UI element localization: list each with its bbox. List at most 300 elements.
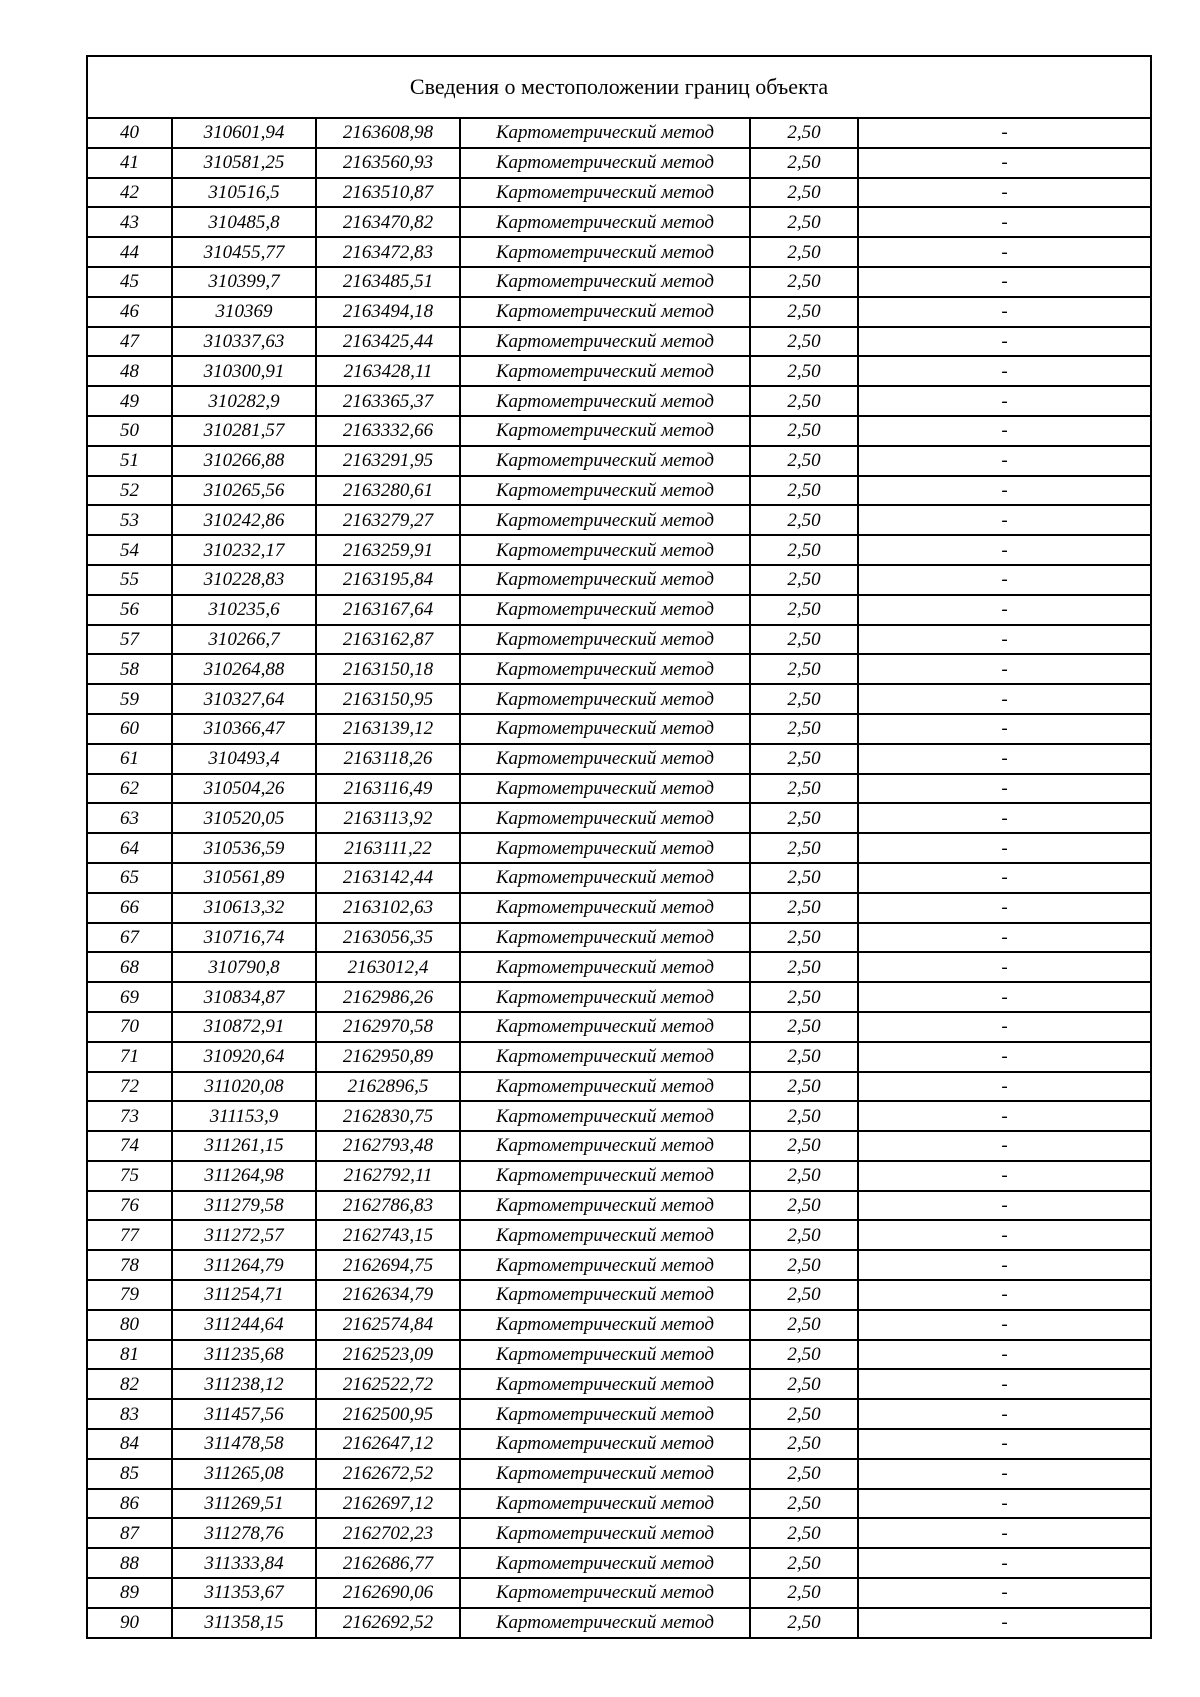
description-cell: - — [858, 1429, 1151, 1459]
description-cell: - — [858, 267, 1151, 297]
description-cell: - — [858, 952, 1151, 982]
point-number-cell: 87 — [87, 1518, 172, 1548]
point-number-cell: 63 — [87, 803, 172, 833]
table-row — [87, 1578, 1151, 1608]
table-row — [87, 1459, 1151, 1489]
method-cell: Картометрический метод — [460, 1012, 750, 1042]
precision-cell: 2,50 — [750, 237, 858, 267]
method-cell: Картометрический метод — [460, 952, 750, 982]
precision-cell: 2,50 — [750, 744, 858, 774]
method-cell: Картометрический метод — [460, 625, 750, 655]
point-number-cell: 68 — [87, 952, 172, 982]
precision-cell: 2,50 — [750, 327, 858, 357]
method-cell: Картометрический метод — [460, 1161, 750, 1191]
description-cell: - — [858, 1369, 1151, 1399]
precision-cell: 2,50 — [750, 1131, 858, 1161]
precision-cell: 2,50 — [750, 118, 858, 148]
y-coordinate-cell: 2163162,87 — [316, 625, 460, 655]
y-coordinate-cell: 2162830,75 — [316, 1101, 460, 1131]
x-coordinate-cell: 311264,79 — [172, 1250, 316, 1280]
x-coordinate-cell: 311254,71 — [172, 1280, 316, 1310]
x-coordinate-cell: 310235,6 — [172, 595, 316, 625]
method-cell: Картометрический метод — [460, 654, 750, 684]
method-cell: Картометрический метод — [460, 1191, 750, 1221]
y-coordinate-cell: 2163116,49 — [316, 774, 460, 804]
y-coordinate-cell: 2163012,4 — [316, 952, 460, 982]
method-cell: Картометрический метод — [460, 565, 750, 595]
table-row — [87, 923, 1151, 953]
precision-cell: 2,50 — [750, 774, 858, 804]
table-row — [87, 297, 1151, 327]
description-cell: - — [858, 1608, 1151, 1638]
table-row — [87, 148, 1151, 178]
x-coordinate-cell: 311278,76 — [172, 1518, 316, 1548]
point-number-cell: 46 — [87, 297, 172, 327]
precision-cell: 2,50 — [750, 595, 858, 625]
point-number-cell: 47 — [87, 327, 172, 357]
table-row — [87, 952, 1151, 982]
description-cell: - — [858, 1161, 1151, 1191]
point-number-cell: 49 — [87, 386, 172, 416]
table-row — [87, 1131, 1151, 1161]
point-number-cell: 75 — [87, 1161, 172, 1191]
y-coordinate-cell: 2162702,23 — [316, 1518, 460, 1548]
y-coordinate-cell: 2162647,12 — [316, 1429, 460, 1459]
x-coordinate-cell: 310266,88 — [172, 446, 316, 476]
method-cell: Картометрический метод — [460, 1042, 750, 1072]
description-cell: - — [858, 1399, 1151, 1429]
table-body — [87, 56, 1151, 1638]
y-coordinate-cell: 2163279,27 — [316, 505, 460, 535]
y-coordinate-cell: 2163280,61 — [316, 476, 460, 506]
x-coordinate-cell: 310493,4 — [172, 744, 316, 774]
method-cell: Картометрический метод — [460, 446, 750, 476]
method-cell: Картометрический метод — [460, 1429, 750, 1459]
x-coordinate-cell: 310920,64 — [172, 1042, 316, 1072]
description-cell: - — [858, 625, 1151, 655]
description-cell: - — [858, 982, 1151, 1012]
point-number-cell: 45 — [87, 267, 172, 297]
y-coordinate-cell: 2162574,84 — [316, 1310, 460, 1340]
table-row — [87, 1042, 1151, 1072]
table-row — [87, 416, 1151, 446]
y-coordinate-cell: 2162896,5 — [316, 1072, 460, 1102]
method-cell: Картометрический метод — [460, 505, 750, 535]
y-coordinate-cell: 2162950,89 — [316, 1042, 460, 1072]
point-number-cell: 89 — [87, 1578, 172, 1608]
boundary-coordinates-table — [86, 55, 1152, 1639]
y-coordinate-cell: 2163056,35 — [316, 923, 460, 953]
method-cell: Картометрический метод — [460, 1369, 750, 1399]
method-cell: Картометрический метод — [460, 148, 750, 178]
table-row — [87, 982, 1151, 1012]
y-coordinate-cell: 2163494,18 — [316, 297, 460, 327]
x-coordinate-cell: 310264,88 — [172, 654, 316, 684]
x-coordinate-cell: 310265,56 — [172, 476, 316, 506]
precision-cell: 2,50 — [750, 803, 858, 833]
table-row — [87, 654, 1151, 684]
table-row — [87, 595, 1151, 625]
precision-cell: 2,50 — [750, 1220, 858, 1250]
precision-cell: 2,50 — [750, 1161, 858, 1191]
x-coordinate-cell: 311265,08 — [172, 1459, 316, 1489]
method-cell: Картометрический метод — [460, 178, 750, 208]
precision-cell: 2,50 — [750, 863, 858, 893]
precision-cell: 2,50 — [750, 833, 858, 863]
description-cell: - — [858, 476, 1151, 506]
precision-cell: 2,50 — [750, 1369, 858, 1399]
precision-cell: 2,50 — [750, 565, 858, 595]
y-coordinate-cell: 2163113,92 — [316, 803, 460, 833]
y-coordinate-cell: 2163195,84 — [316, 565, 460, 595]
precision-cell: 2,50 — [750, 714, 858, 744]
x-coordinate-cell: 310266,7 — [172, 625, 316, 655]
x-coordinate-cell: 311244,64 — [172, 1310, 316, 1340]
precision-cell: 2,50 — [750, 505, 858, 535]
table-row — [87, 1548, 1151, 1578]
table-row — [87, 327, 1151, 357]
precision-cell: 2,50 — [750, 1489, 858, 1519]
x-coordinate-cell: 310369 — [172, 297, 316, 327]
x-coordinate-cell: 311333,84 — [172, 1548, 316, 1578]
y-coordinate-cell: 2163291,95 — [316, 446, 460, 476]
y-coordinate-cell: 2163332,66 — [316, 416, 460, 446]
method-cell: Картометрический метод — [460, 1578, 750, 1608]
x-coordinate-cell: 310232,17 — [172, 535, 316, 565]
table-row — [87, 774, 1151, 804]
y-coordinate-cell: 2163111,22 — [316, 833, 460, 863]
method-cell: Картометрический метод — [460, 1340, 750, 1370]
precision-cell: 2,50 — [750, 1012, 858, 1042]
point-number-cell: 67 — [87, 923, 172, 953]
table-row — [87, 1340, 1151, 1370]
description-cell: - — [858, 1131, 1151, 1161]
point-number-cell: 69 — [87, 982, 172, 1012]
description-cell: - — [858, 1548, 1151, 1578]
precision-cell: 2,50 — [750, 654, 858, 684]
method-cell: Картометрический метод — [460, 1131, 750, 1161]
precision-cell: 2,50 — [750, 356, 858, 386]
y-coordinate-cell: 2163150,18 — [316, 654, 460, 684]
table-row — [87, 1220, 1151, 1250]
point-number-cell: 88 — [87, 1548, 172, 1578]
x-coordinate-cell: 311264,98 — [172, 1161, 316, 1191]
precision-cell: 2,50 — [750, 1250, 858, 1280]
table-row — [87, 505, 1151, 535]
point-number-cell: 60 — [87, 714, 172, 744]
precision-cell: 2,50 — [750, 1518, 858, 1548]
point-number-cell: 52 — [87, 476, 172, 506]
y-coordinate-cell: 2163428,11 — [316, 356, 460, 386]
method-cell: Картометрический метод — [460, 476, 750, 506]
method-cell: Картометрический метод — [460, 982, 750, 1012]
method-cell: Картометрический метод — [460, 863, 750, 893]
description-cell: - — [858, 535, 1151, 565]
method-cell: Картометрический метод — [460, 386, 750, 416]
point-number-cell: 83 — [87, 1399, 172, 1429]
y-coordinate-cell: 2163139,12 — [316, 714, 460, 744]
precision-cell: 2,50 — [750, 625, 858, 655]
method-cell: Картометрический метод — [460, 535, 750, 565]
point-number-cell: 74 — [87, 1131, 172, 1161]
precision-cell: 2,50 — [750, 1399, 858, 1429]
method-cell: Картометрический метод — [460, 416, 750, 446]
description-cell: - — [858, 1250, 1151, 1280]
method-cell: Картометрический метод — [460, 803, 750, 833]
point-number-cell: 77 — [87, 1220, 172, 1250]
description-cell: - — [858, 118, 1151, 148]
precision-cell: 2,50 — [750, 297, 858, 327]
y-coordinate-cell: 2163472,83 — [316, 237, 460, 267]
y-coordinate-cell: 2162986,26 — [316, 982, 460, 1012]
table-title-row — [87, 56, 1151, 118]
method-cell: Картометрический метод — [460, 1280, 750, 1310]
point-number-cell: 54 — [87, 535, 172, 565]
point-number-cell: 42 — [87, 178, 172, 208]
y-coordinate-cell: 2163608,98 — [316, 118, 460, 148]
point-number-cell: 40 — [87, 118, 172, 148]
x-coordinate-cell: 310337,63 — [172, 327, 316, 357]
precision-cell: 2,50 — [750, 1548, 858, 1578]
description-cell: - — [858, 237, 1151, 267]
y-coordinate-cell: 2163150,95 — [316, 684, 460, 714]
point-number-cell: 44 — [87, 237, 172, 267]
y-coordinate-cell: 2162523,09 — [316, 1340, 460, 1370]
y-coordinate-cell: 2162697,12 — [316, 1489, 460, 1519]
method-cell: Картометрический метод — [460, 207, 750, 237]
table-row — [87, 714, 1151, 744]
description-cell: - — [858, 565, 1151, 595]
description-cell: - — [858, 356, 1151, 386]
method-cell: Картометрический метод — [460, 714, 750, 744]
precision-cell: 2,50 — [750, 1429, 858, 1459]
precision-cell: 2,50 — [750, 684, 858, 714]
y-coordinate-cell: 2163510,87 — [316, 178, 460, 208]
x-coordinate-cell: 311261,15 — [172, 1131, 316, 1161]
point-number-cell: 85 — [87, 1459, 172, 1489]
point-number-cell: 66 — [87, 893, 172, 923]
description-cell: - — [858, 1578, 1151, 1608]
description-cell: - — [858, 833, 1151, 863]
x-coordinate-cell: 310716,74 — [172, 923, 316, 953]
description-cell: - — [858, 1459, 1151, 1489]
method-cell: Картометрический метод — [460, 1072, 750, 1102]
precision-cell: 2,50 — [750, 1191, 858, 1221]
precision-cell: 2,50 — [750, 923, 858, 953]
x-coordinate-cell: 310282,9 — [172, 386, 316, 416]
x-coordinate-cell: 310581,25 — [172, 148, 316, 178]
y-coordinate-cell: 2162500,95 — [316, 1399, 460, 1429]
precision-cell: 2,50 — [750, 1459, 858, 1489]
table-row — [87, 1072, 1151, 1102]
precision-cell: 2,50 — [750, 1072, 858, 1102]
point-number-cell: 78 — [87, 1250, 172, 1280]
table-row — [87, 1369, 1151, 1399]
point-number-cell: 70 — [87, 1012, 172, 1042]
table-row — [87, 386, 1151, 416]
precision-cell: 2,50 — [750, 1340, 858, 1370]
precision-cell: 2,50 — [750, 982, 858, 1012]
description-cell: - — [858, 1340, 1151, 1370]
table-row — [87, 744, 1151, 774]
point-number-cell: 55 — [87, 565, 172, 595]
y-coordinate-cell: 2163485,51 — [316, 267, 460, 297]
precision-cell: 2,50 — [750, 952, 858, 982]
method-cell: Картометрический метод — [460, 744, 750, 774]
y-coordinate-cell: 2162634,79 — [316, 1280, 460, 1310]
description-cell: - — [858, 1310, 1151, 1340]
x-coordinate-cell: 311478,58 — [172, 1429, 316, 1459]
point-number-cell: 90 — [87, 1608, 172, 1638]
method-cell: Картометрический метод — [460, 1101, 750, 1131]
description-cell: - — [858, 416, 1151, 446]
x-coordinate-cell: 311457,56 — [172, 1399, 316, 1429]
description-cell: - — [858, 1072, 1151, 1102]
table-row — [87, 625, 1151, 655]
y-coordinate-cell: 2163470,82 — [316, 207, 460, 237]
point-number-cell: 48 — [87, 356, 172, 386]
precision-cell: 2,50 — [750, 1280, 858, 1310]
method-cell: Картометрический метод — [460, 297, 750, 327]
precision-cell: 2,50 — [750, 416, 858, 446]
table-row — [87, 893, 1151, 923]
description-cell: - — [858, 774, 1151, 804]
method-cell: Картометрический метод — [460, 774, 750, 804]
x-coordinate-cell: 310872,91 — [172, 1012, 316, 1042]
y-coordinate-cell: 2162692,52 — [316, 1608, 460, 1638]
y-coordinate-cell: 2163365,37 — [316, 386, 460, 416]
point-number-cell: 43 — [87, 207, 172, 237]
precision-cell: 2,50 — [750, 535, 858, 565]
point-number-cell: 84 — [87, 1429, 172, 1459]
y-coordinate-cell: 2162743,15 — [316, 1220, 460, 1250]
description-cell: - — [858, 505, 1151, 535]
table-row — [87, 803, 1151, 833]
method-cell: Картометрический метод — [460, 1518, 750, 1548]
x-coordinate-cell: 310327,64 — [172, 684, 316, 714]
description-cell: - — [858, 1280, 1151, 1310]
x-coordinate-cell: 310520,05 — [172, 803, 316, 833]
y-coordinate-cell: 2163102,63 — [316, 893, 460, 923]
point-number-cell: 64 — [87, 833, 172, 863]
method-cell: Картометрический метод — [460, 1310, 750, 1340]
precision-cell: 2,50 — [750, 476, 858, 506]
x-coordinate-cell: 310536,59 — [172, 833, 316, 863]
method-cell: Картометрический метод — [460, 923, 750, 953]
point-number-cell: 51 — [87, 446, 172, 476]
table-row — [87, 207, 1151, 237]
point-number-cell: 65 — [87, 863, 172, 893]
precision-cell: 2,50 — [750, 1101, 858, 1131]
table-row — [87, 1191, 1151, 1221]
point-number-cell: 81 — [87, 1340, 172, 1370]
x-coordinate-cell: 310455,77 — [172, 237, 316, 267]
point-number-cell: 57 — [87, 625, 172, 655]
x-coordinate-cell: 310228,83 — [172, 565, 316, 595]
x-coordinate-cell: 310300,91 — [172, 356, 316, 386]
method-cell: Картометрический метод — [460, 1220, 750, 1250]
point-number-cell: 53 — [87, 505, 172, 535]
description-cell: - — [858, 148, 1151, 178]
x-coordinate-cell: 310834,87 — [172, 982, 316, 1012]
method-cell: Картометрический метод — [460, 1399, 750, 1429]
precision-cell: 2,50 — [750, 386, 858, 416]
table-row — [87, 1012, 1151, 1042]
description-cell: - — [858, 863, 1151, 893]
x-coordinate-cell: 311235,68 — [172, 1340, 316, 1370]
description-cell: - — [858, 297, 1151, 327]
precision-cell: 2,50 — [750, 1608, 858, 1638]
point-number-cell: 76 — [87, 1191, 172, 1221]
table-row — [87, 446, 1151, 476]
precision-cell: 2,50 — [750, 893, 858, 923]
y-coordinate-cell: 2162522,72 — [316, 1369, 460, 1399]
method-cell: Картометрический метод — [460, 1489, 750, 1519]
table-row — [87, 237, 1151, 267]
point-number-cell: 59 — [87, 684, 172, 714]
method-cell: Картометрический метод — [460, 833, 750, 863]
description-cell: - — [858, 923, 1151, 953]
description-cell: - — [858, 1518, 1151, 1548]
table-row — [87, 535, 1151, 565]
precision-cell: 2,50 — [750, 1042, 858, 1072]
y-coordinate-cell: 2163259,91 — [316, 535, 460, 565]
x-coordinate-cell: 311279,58 — [172, 1191, 316, 1221]
method-cell: Картометрический метод — [460, 684, 750, 714]
table-row — [87, 684, 1151, 714]
x-coordinate-cell: 310516,5 — [172, 178, 316, 208]
x-coordinate-cell: 311020,08 — [172, 1072, 316, 1102]
method-cell: Картометрический метод — [460, 356, 750, 386]
x-coordinate-cell: 311358,15 — [172, 1608, 316, 1638]
table-row — [87, 1101, 1151, 1131]
x-coordinate-cell: 311272,57 — [172, 1220, 316, 1250]
table-row — [87, 1429, 1151, 1459]
y-coordinate-cell: 2162672,52 — [316, 1459, 460, 1489]
description-cell: - — [858, 1012, 1151, 1042]
point-number-cell: 80 — [87, 1310, 172, 1340]
description-cell: - — [858, 654, 1151, 684]
precision-cell: 2,50 — [750, 446, 858, 476]
x-coordinate-cell: 310601,94 — [172, 118, 316, 148]
table-row — [87, 1161, 1151, 1191]
point-number-cell: 73 — [87, 1101, 172, 1131]
table-row — [87, 1608, 1151, 1638]
description-cell: - — [858, 803, 1151, 833]
table-title: Сведения о местоположении границ объекта — [87, 56, 1151, 118]
y-coordinate-cell: 2163142,44 — [316, 863, 460, 893]
x-coordinate-cell: 310366,47 — [172, 714, 316, 744]
precision-cell: 2,50 — [750, 148, 858, 178]
table-row — [87, 476, 1151, 506]
description-cell: - — [858, 178, 1151, 208]
description-cell: - — [858, 893, 1151, 923]
method-cell: Картометрический метод — [460, 327, 750, 357]
table-row — [87, 1399, 1151, 1429]
table-row — [87, 565, 1151, 595]
precision-cell: 2,50 — [750, 1578, 858, 1608]
description-cell: - — [858, 744, 1151, 774]
y-coordinate-cell: 2162786,83 — [316, 1191, 460, 1221]
x-coordinate-cell: 311269,51 — [172, 1489, 316, 1519]
point-number-cell: 82 — [87, 1369, 172, 1399]
description-cell: - — [858, 1489, 1151, 1519]
precision-cell: 2,50 — [750, 178, 858, 208]
point-number-cell: 62 — [87, 774, 172, 804]
y-coordinate-cell: 2162792,11 — [316, 1161, 460, 1191]
y-coordinate-cell: 2163560,93 — [316, 148, 460, 178]
x-coordinate-cell: 310561,89 — [172, 863, 316, 893]
